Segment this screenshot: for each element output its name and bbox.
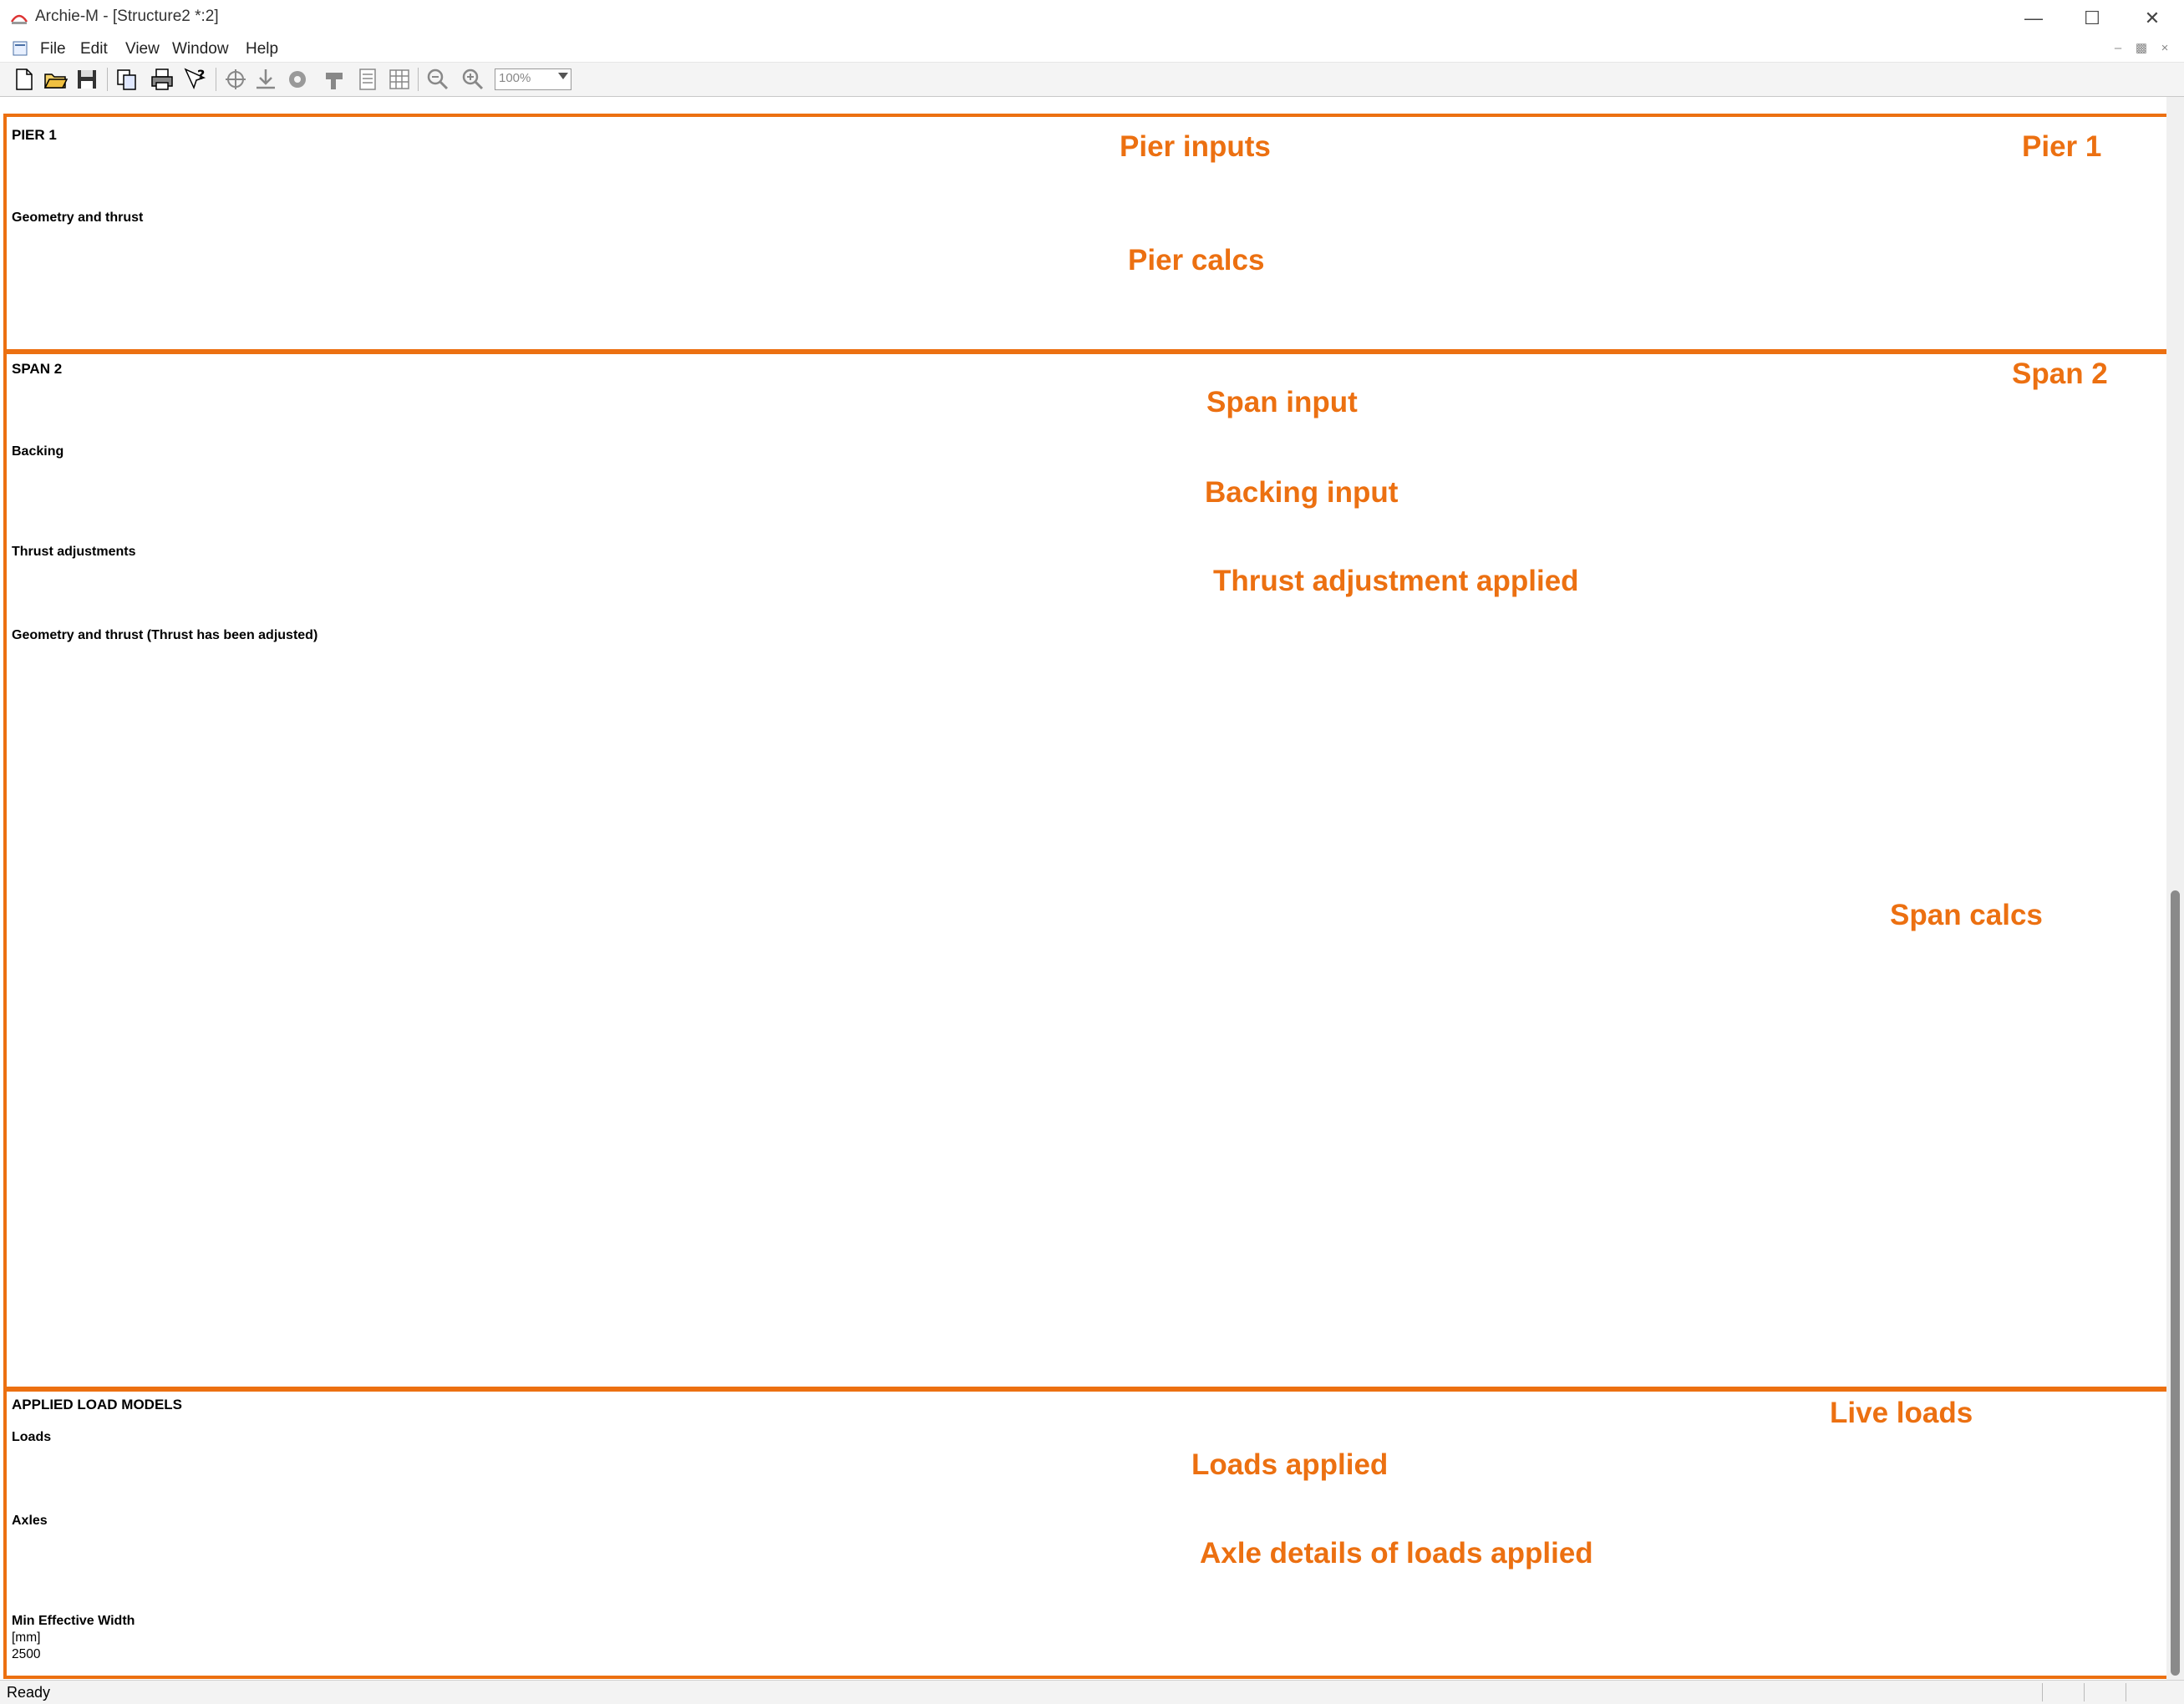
menu-view[interactable]: View bbox=[125, 40, 160, 58]
chevron-down-icon bbox=[558, 73, 568, 79]
table-icon[interactable] bbox=[386, 66, 413, 93]
copy-icon[interactable] bbox=[114, 66, 140, 93]
pier-geometry-title: Geometry and thrust bbox=[12, 210, 144, 225]
context-help-icon[interactable] bbox=[182, 66, 209, 93]
toolbar bbox=[0, 63, 2184, 97]
zoom-value: 100% bbox=[499, 71, 531, 85]
open-folder-icon[interactable] bbox=[42, 66, 69, 93]
loads-annotation-box bbox=[3, 1388, 2166, 1679]
toolbar-separator bbox=[107, 68, 108, 91]
menu-window[interactable]: Window bbox=[172, 40, 229, 58]
status-panel bbox=[2084, 1683, 2085, 1701]
menu-bar bbox=[0, 37, 2184, 63]
settings-gear-icon[interactable] bbox=[284, 66, 311, 93]
annotation-pier-calcs: Pier calcs bbox=[1128, 244, 1265, 276]
add-span-icon[interactable] bbox=[222, 66, 249, 93]
status-text: Ready bbox=[7, 1684, 51, 1701]
download-icon[interactable] bbox=[252, 66, 279, 93]
status-bar bbox=[0, 1680, 2184, 1704]
menu-file[interactable]: File bbox=[40, 40, 66, 58]
annotation-axle-details: Axle details of loads applied bbox=[1200, 1537, 1593, 1570]
min-effective-width-title: Min Effective Width bbox=[12, 1614, 135, 1628]
close-button[interactable]: ✕ bbox=[2144, 8, 2161, 28]
annotation-span-calcs: Span calcs bbox=[1890, 899, 2043, 931]
menu-help[interactable]: Help bbox=[246, 40, 279, 58]
mdi-minimize-button[interactable]: – bbox=[2114, 41, 2122, 55]
print-icon[interactable] bbox=[149, 66, 175, 93]
annotation-span-2: Span 2 bbox=[2012, 358, 2108, 390]
minimize-button[interactable]: — bbox=[2024, 8, 2043, 28]
loads-subtitle: Loads bbox=[12, 1430, 52, 1444]
mdi-restore-button[interactable]: ▩ bbox=[2135, 41, 2148, 55]
new-file-icon[interactable] bbox=[10, 66, 37, 93]
title-bar bbox=[0, 0, 2184, 37]
annotation-loads-applied: Loads applied bbox=[1191, 1448, 1389, 1481]
tools-icon[interactable] bbox=[321, 66, 348, 93]
window-title: Archie-M - [Structure2 *:2] bbox=[35, 8, 219, 25]
toolbar-separator bbox=[418, 68, 419, 91]
svg-text:?: ? bbox=[197, 67, 206, 83]
axles-subtitle: Axles bbox=[12, 1514, 48, 1528]
annotation-backing-input: Backing input bbox=[1205, 476, 1399, 509]
maximize-button[interactable]: ☐ bbox=[2084, 8, 2100, 28]
span-title: SPAN 2 bbox=[12, 361, 63, 377]
zoom-in-icon[interactable] bbox=[460, 66, 486, 93]
scrollbar-thumb[interactable] bbox=[2171, 890, 2180, 1676]
thrust-adjustments-title: Thrust adjustments bbox=[12, 545, 136, 559]
vertical-scrollbar[interactable] bbox=[2166, 97, 2184, 1680]
span-annotation-box bbox=[3, 351, 2166, 1390]
annotation-pier-1: Pier 1 bbox=[2022, 130, 2102, 163]
report-icon[interactable] bbox=[354, 66, 381, 93]
zoom-out-icon[interactable] bbox=[424, 66, 451, 93]
min-effective-width-value: 2500 bbox=[12, 1647, 41, 1661]
zoom-select[interactable] bbox=[495, 68, 571, 90]
status-panel bbox=[2042, 1683, 2043, 1701]
backing-title: Backing bbox=[12, 444, 64, 459]
annotation-span-input: Span input bbox=[1206, 386, 1358, 418]
pier-annotation-box bbox=[3, 114, 2166, 352]
save-icon[interactable] bbox=[74, 66, 100, 93]
mdi-close-button[interactable]: × bbox=[2161, 41, 2169, 55]
annotation-pier-inputs: Pier inputs bbox=[1120, 130, 1271, 163]
archie-app-icon bbox=[10, 8, 28, 27]
report-view[interactable] bbox=[0, 97, 2166, 1680]
document-icon[interactable] bbox=[12, 40, 28, 57]
min-effective-width-unit: [mm] bbox=[12, 1630, 41, 1645]
annotation-live-loads: Live loads bbox=[1830, 1397, 1973, 1429]
span-geometry-title: Geometry and thrust (Thrust has been adjusted) bbox=[12, 628, 318, 642]
applied-loads-title: APPLIED LOAD MODELS bbox=[12, 1397, 183, 1412]
annotation-thrust-adjustment: Thrust adjustment applied bbox=[1213, 565, 1579, 597]
pier-title: PIER 1 bbox=[12, 127, 57, 143]
menu-edit[interactable]: Edit bbox=[80, 40, 108, 58]
